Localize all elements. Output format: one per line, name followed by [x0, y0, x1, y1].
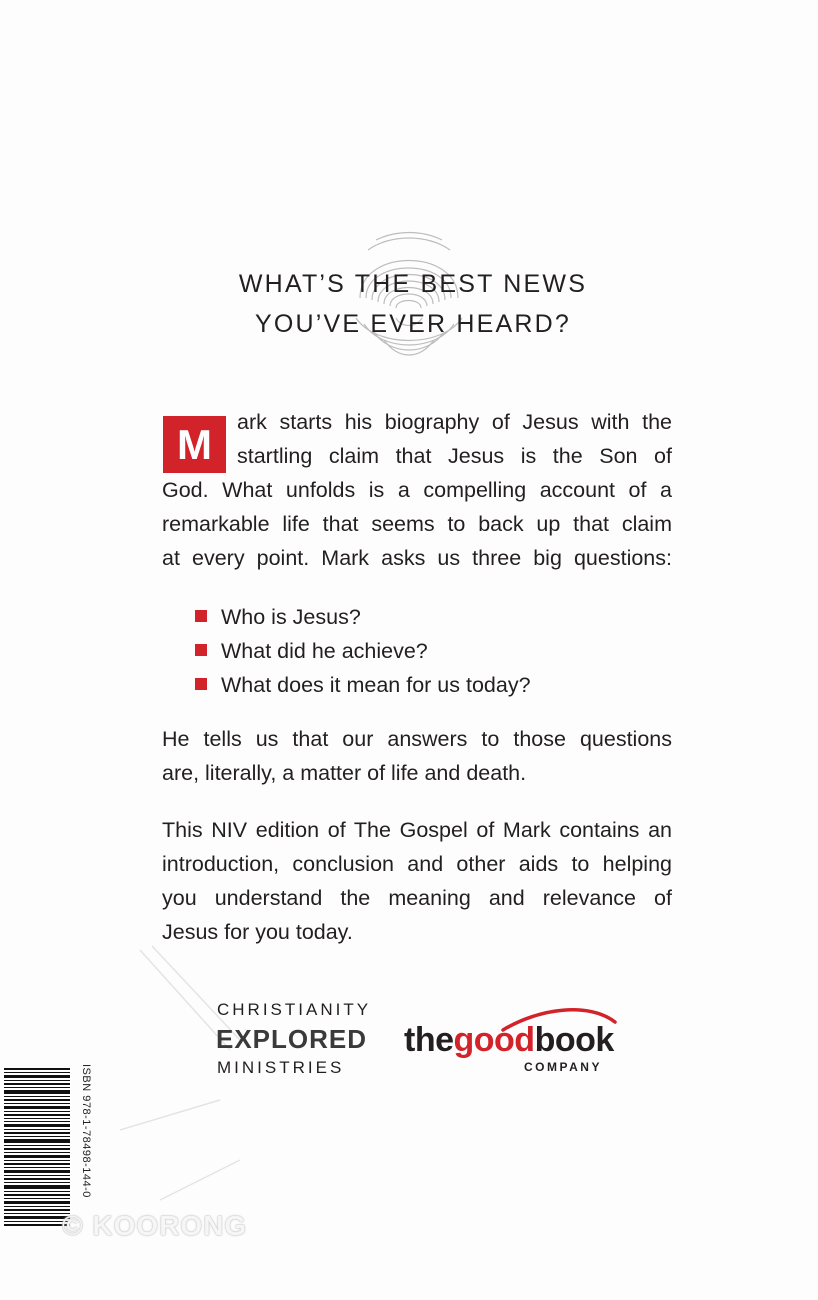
- intro-line-2: startling claim that Jesus is the Son of: [237, 444, 672, 468]
- para3-line-1: This NIV edition of The Gospel of Mark contains an: [162, 818, 672, 842]
- intro-line-3: God. What unfolds is a compelling account of a: [162, 478, 672, 502]
- gb-logo-wordmark: thegoodbook: [404, 1021, 614, 1059]
- watermark: © KOORONG: [62, 1210, 248, 1241]
- ce-logo-bottom: MINISTRIES: [217, 1058, 345, 1077]
- gb-logo-company: COMPANY: [524, 1060, 602, 1074]
- red-square-icon: [195, 644, 207, 656]
- para3-line-4: Jesus for you today.: [162, 920, 353, 944]
- para2-line-2: are, literally, a matter of life and death.: [162, 761, 527, 785]
- headline-line-1: WHAT’S THE BEST NEWS: [238, 270, 588, 298]
- drop-cap: M: [163, 416, 226, 473]
- ce-logo-mid: EXPLORED: [216, 1024, 368, 1054]
- good-book-company-logo: [404, 1004, 619, 1084]
- ce-logo-top: CHRISTIANITY: [217, 1000, 372, 1019]
- list-item: What did he achieve?: [195, 634, 428, 668]
- para3-line-2: introduction, conclusion and other aids to helping: [162, 852, 672, 876]
- para2-line-1: He tells us that our answers to those questions: [162, 727, 672, 751]
- barcode-icon: [0, 1068, 72, 1230]
- para3-line-3: you understand the meaning and relevance of: [162, 886, 672, 910]
- red-square-icon: [195, 678, 207, 690]
- red-square-icon: [195, 610, 207, 622]
- isbn-number: ISBN 978-1-78498-144-0: [80, 1064, 92, 1198]
- glare-reflection: [100, 930, 340, 1230]
- intro-line-5: at every point. Mark asks us three big questions:: [162, 546, 672, 570]
- list-item: Who is Jesus?: [195, 600, 361, 634]
- intro-line-4: remarkable life that seems to back up that claim: [162, 512, 672, 536]
- list-item: What does it mean for us today?: [195, 668, 531, 702]
- intro-line-1: ark starts his biography of Jesus with the: [237, 410, 672, 434]
- headline-line-2: YOU’VE EVER HEARD?: [254, 310, 572, 338]
